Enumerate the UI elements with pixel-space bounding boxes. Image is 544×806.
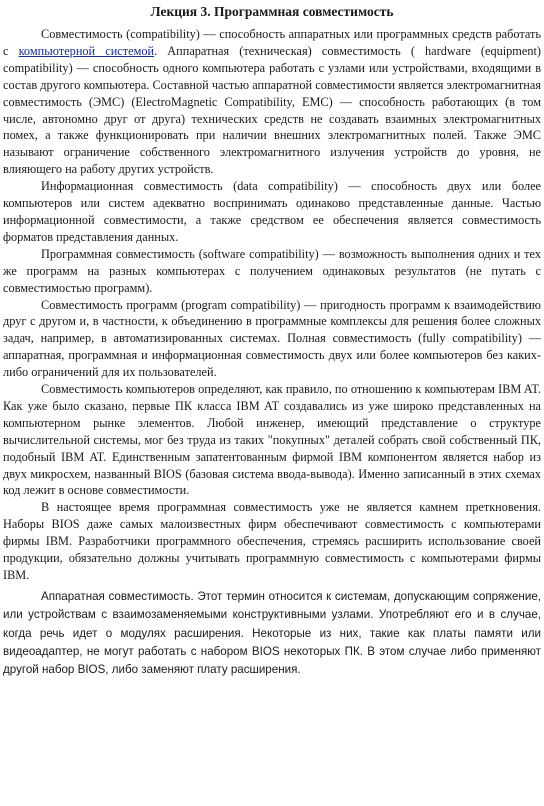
paragraph-text: Совместимость (compatibility) — способность аппаратных или программных средств работать с: [3, 27, 541, 58]
paragraph-compatibility-definition: [3, 26, 541, 178]
paragraph-text: . Аппаратная (техническая) совместимость ( hardware (equipment) compatibility) — способность одного компьютера работать с узлами или устройствами, входящими в состав другого компьютера. Составной частью аппаратной совместимости является электромагнитная совместимость (ЭМС) (ElectroMagnetic Compatibility, EMC) — способность работающих (в том числе, автономно друг от друга) технических средств не создавать взаимных электромагнитных помех, а также функционировать при наличии внешних электромагнитных полей. Также ЭМС называют ограничение собственного электромагнитного излучения устройств до уровня, не влияющего на работу других устройств.: [3, 43, 541, 177]
paragraph-computer-compatibility: Совместимость компьютеров определяют, как правило, по отношению к компьютерам IBM AT. Как уже было сказано, первые ПК класса IBM AT создавались из уже широко представленных на компьютерном рынке элементов. Любой инженер, имеющий представление о структуре вычислительной системы, мог без труда из таких "покупных" деталей собрать свой собственный ПК, подобный IBM AT. Единственным запатентованным фирмой IBM компонентом является набор из двух микросхем, названный BIOS (базовая система ввода-вывода). Именно записанный в этих схемах код лежит в основе совместимости.: [3, 382, 541, 498]
lecture-title: Лекция 3. Программная совместимость: [150, 4, 394, 19]
computer-system-link[interactable]: компьютерной системой: [18, 43, 155, 58]
paragraph-data-compatibility: Информационная совместимость (data compatibility) — способность двух или более компьютеров или систем адекватно воспринимать одинаково представленные данные. Частью информационной совместимости, а также средством ее обеспечения является совместимость форматов представления данных.: [3, 179, 541, 244]
paragraph-software-compatibility: Программная совместимость (software compatibility) — возможность выполнения одних и тех же программ на разных компьютерах с получением одинаковых результатов (не путать с совместимостью программ).: [3, 246, 541, 295]
paragraph-program-compatibility: Совместимость программ (program compatibility) — пригодность программ к взаимодействию друг с другом и, в частности, к объединению в программные комплексы для решения более сложных задач, например, в автоматизированных системах. Полная совместимость (fully compatibility) — аппаратная, программная и информационная совместимость двух или более компьютеров без каких-либо ограничений для их пользователей.: [3, 297, 541, 380]
paragraph-current-state: В настоящее время программная совместимость уже не является камнем преткновения. Наборы BIOS даже самых малоизвестных фирм обеспечивают совместимость с компьютерами фирмы IBM. Разработчики программного обеспечения, стремясь расширить использование своей продукции, обязательно должны учитывать программную совместимость с компьютерами фирмы IBM.: [3, 500, 541, 582]
paragraph-hardware-compatibility: Аппаратная совместимость. Этот термин относится к системам, допускающим сопряжение, или устройствам с взаимозаменяемыми конструктивными узлами. Употребляют его и в случае, когда речь идет о модулях расширения. Некоторые из них, такие как платы памяти или видеоадаптер, не могут работать с набором BIOS некоторых ПК. В этом случае либо применяют другой набор BIOS, либо заменяют плату расширения.: [3, 589, 541, 677]
